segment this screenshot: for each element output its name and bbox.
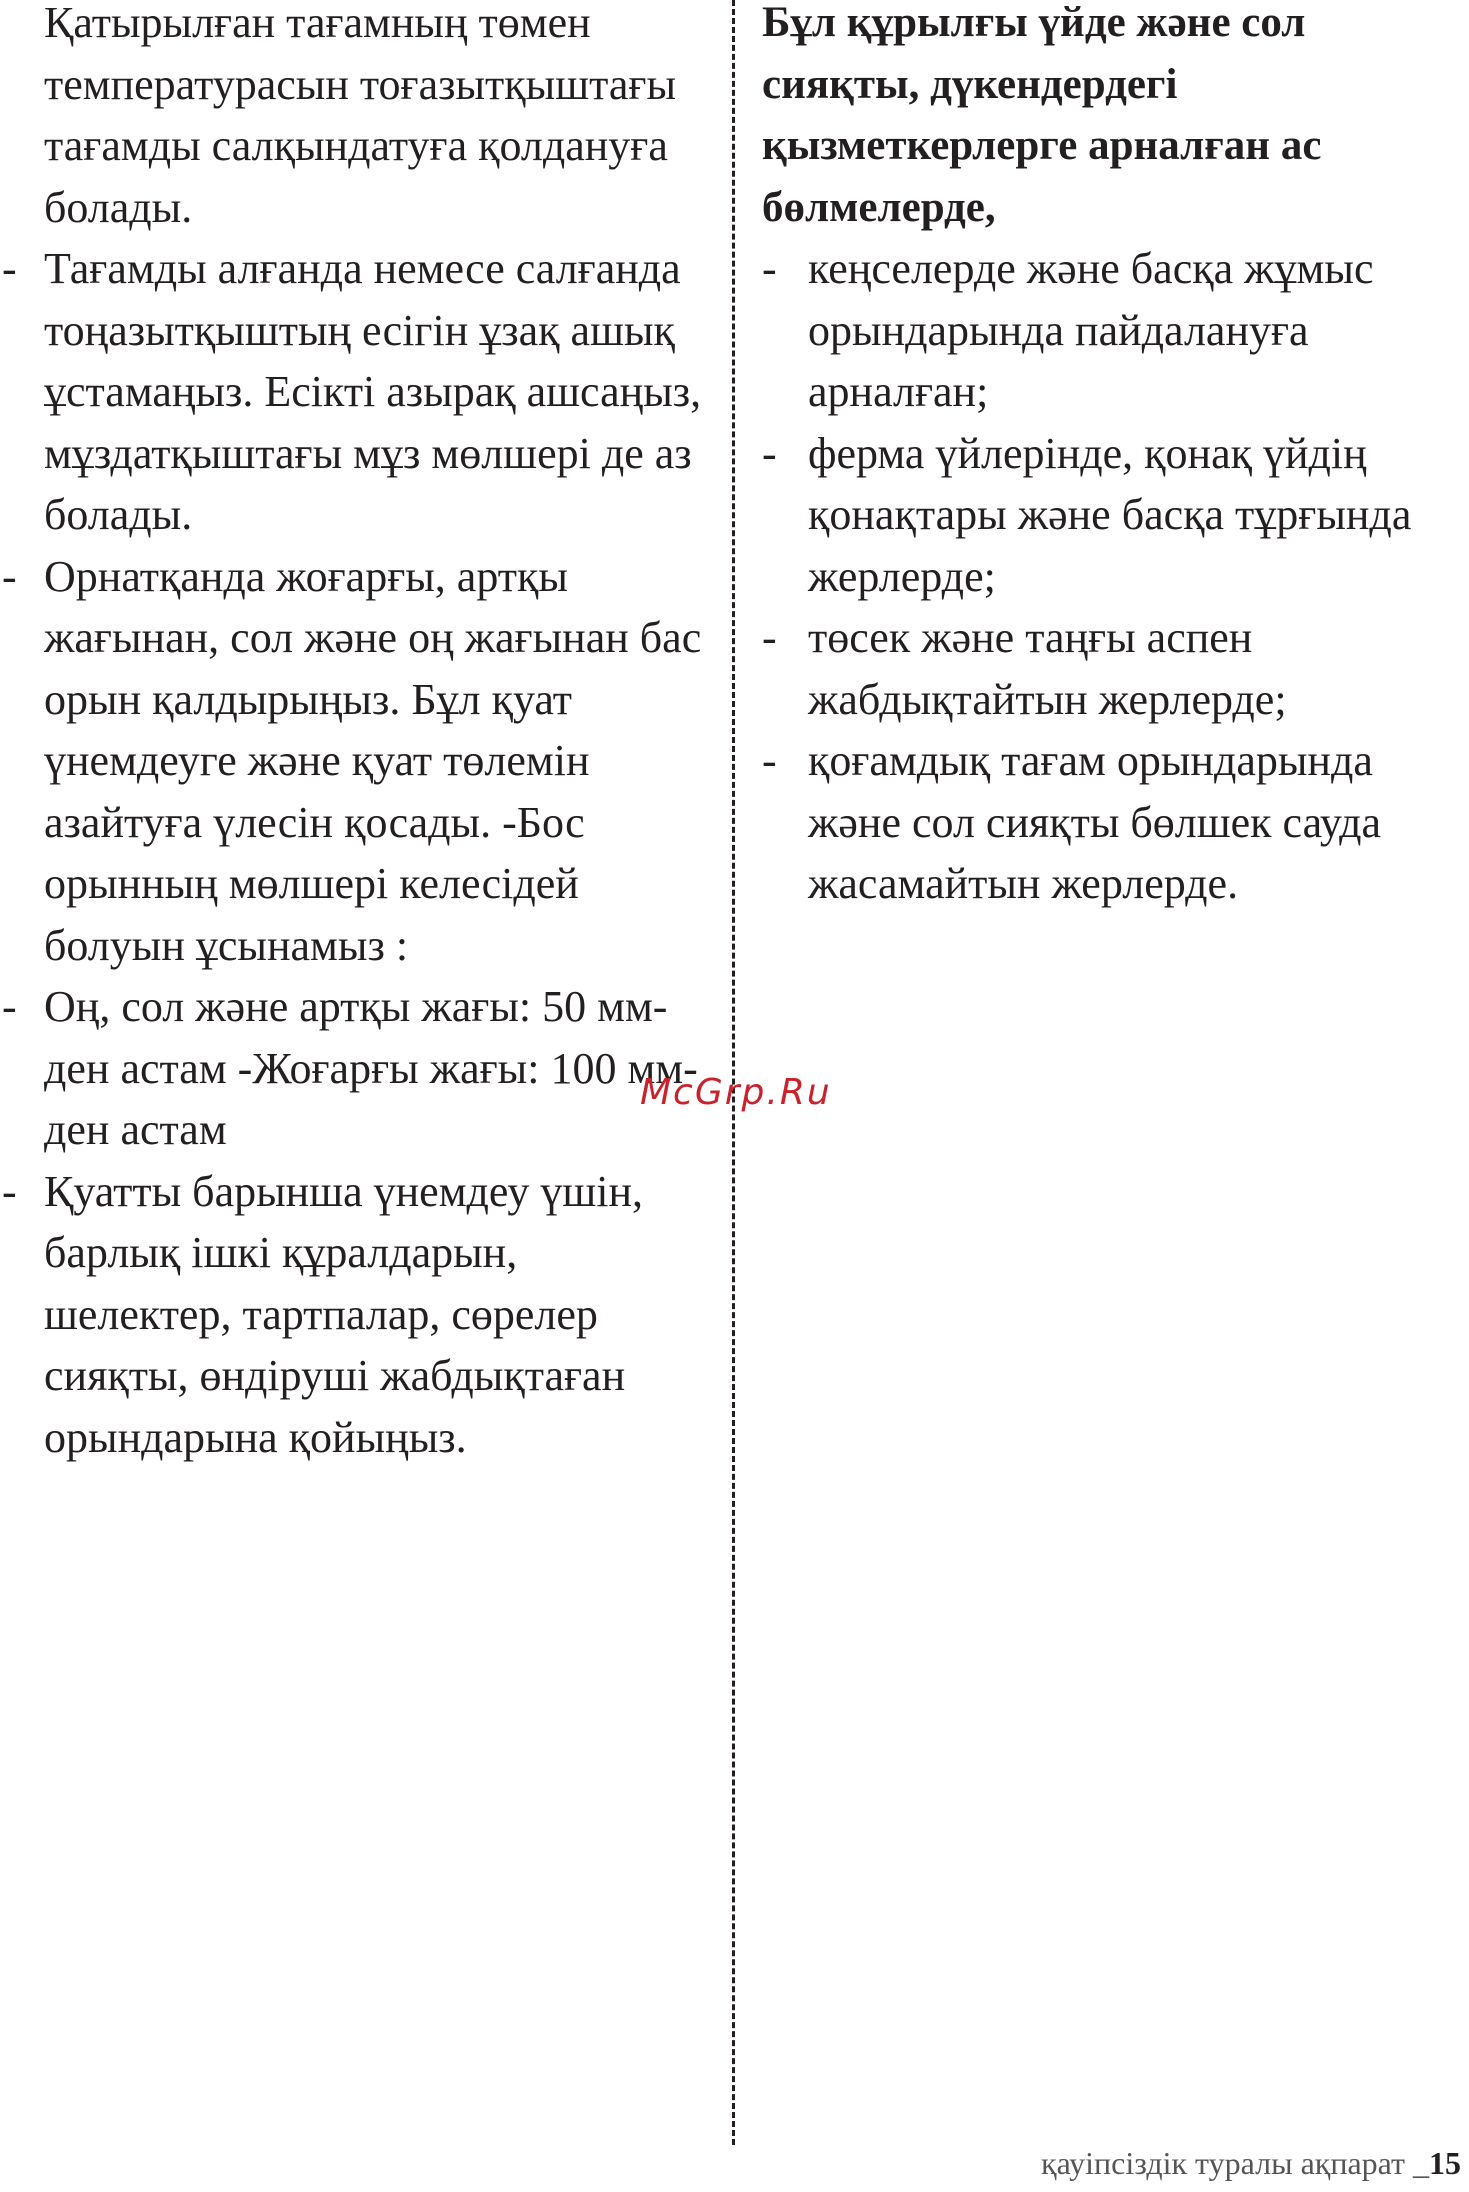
section-heading: Бұл құрылғы үйде және сол сияқты, дүкендердегі қызметкерлерге арналған ас бөлмелерде, — [762, 0, 1322, 231]
bullet-dash: - — [762, 613, 777, 662]
bullet-dash: - — [762, 736, 777, 785]
bullet-dash: - — [2, 551, 17, 601]
list-item — [762, 423, 1462, 608]
bullet-paragraph — [0, 976, 705, 1161]
bullet-dash: - — [2, 1166, 17, 1216]
right-column — [762, 0, 1462, 915]
list-item — [762, 238, 1462, 423]
list-item — [762, 730, 1462, 915]
list-item-text: кеңселерде және басқа жұмыс орындарында пайдалануға арналған; — [808, 244, 1374, 416]
list-item — [762, 607, 1462, 730]
paragraph-text: Орнатқанда жоғарғы, артқы жағынан, сол және оң жағынан бас орын қалдырыңыз. Бұл қуат үнемдеуге және қуат төлемін азайтуға үлесін қосады. -Бос орынның мөлшері келесідей болуын ұсынамыз : — [44, 551, 702, 970]
page-number: 15 — [1429, 2145, 1461, 2181]
bullet-dash: - — [2, 244, 17, 293]
paragraph-text: Оң, сол және артқы жағы: 50 мм-ден астам -Жоғарғы жағы: 100 мм-ден астам — [44, 982, 698, 1154]
watermark: McGrp.Ru — [640, 1072, 832, 1113]
list-item-text: қоғамдық тағам орындарында және сол сияқты бөлшек сауда жасамайтын жерлерде. — [808, 736, 1382, 908]
bullet-paragraph — [0, 1161, 705, 1469]
page-footer — [1041, 2145, 1461, 2182]
bullet-dash: - — [762, 428, 777, 478]
paragraph-text: Қуатты барынша үнемдеу үшін, барлық ішкі құралдарын, шелектер, тартпалар, сөрелер сияқты, өндіруші жабдықтаған орындарына қойыңыз. — [44, 1166, 644, 1462]
list-item-text: ферма үйлерінде, қонақ үйдің қонақтары және басқа тұрғында жерлерде; — [808, 428, 1412, 601]
left-column — [0, 0, 705, 1468]
footer-section-title: қауіпсіздік туралы ақпарат _ — [1041, 2145, 1429, 2181]
bullet-dash: - — [762, 244, 777, 293]
paragraph — [0, 0, 705, 238]
list-item-text: төсек және таңғы аспен жабдықтайтын жерлерде; — [808, 613, 1287, 724]
paragraph-text: Тағамды алғанда немесе салғанда тоңазытқыштың есігін ұзақ ашық ұстамаңыз. Есікті азырақ ашсаңыз, мұздатқыштағы мұз мөлшері де аз болады. — [44, 244, 702, 539]
bullet-paragraph — [0, 546, 705, 977]
usage-list — [762, 238, 1462, 915]
bullet-paragraph — [0, 238, 705, 546]
bullet-dash: - — [2, 982, 17, 1031]
paragraph-text: Қатырылған тағамның төмен температурасын тоғазытқыштағы тағамды салқындатуға қолдануға болады. — [44, 0, 677, 232]
